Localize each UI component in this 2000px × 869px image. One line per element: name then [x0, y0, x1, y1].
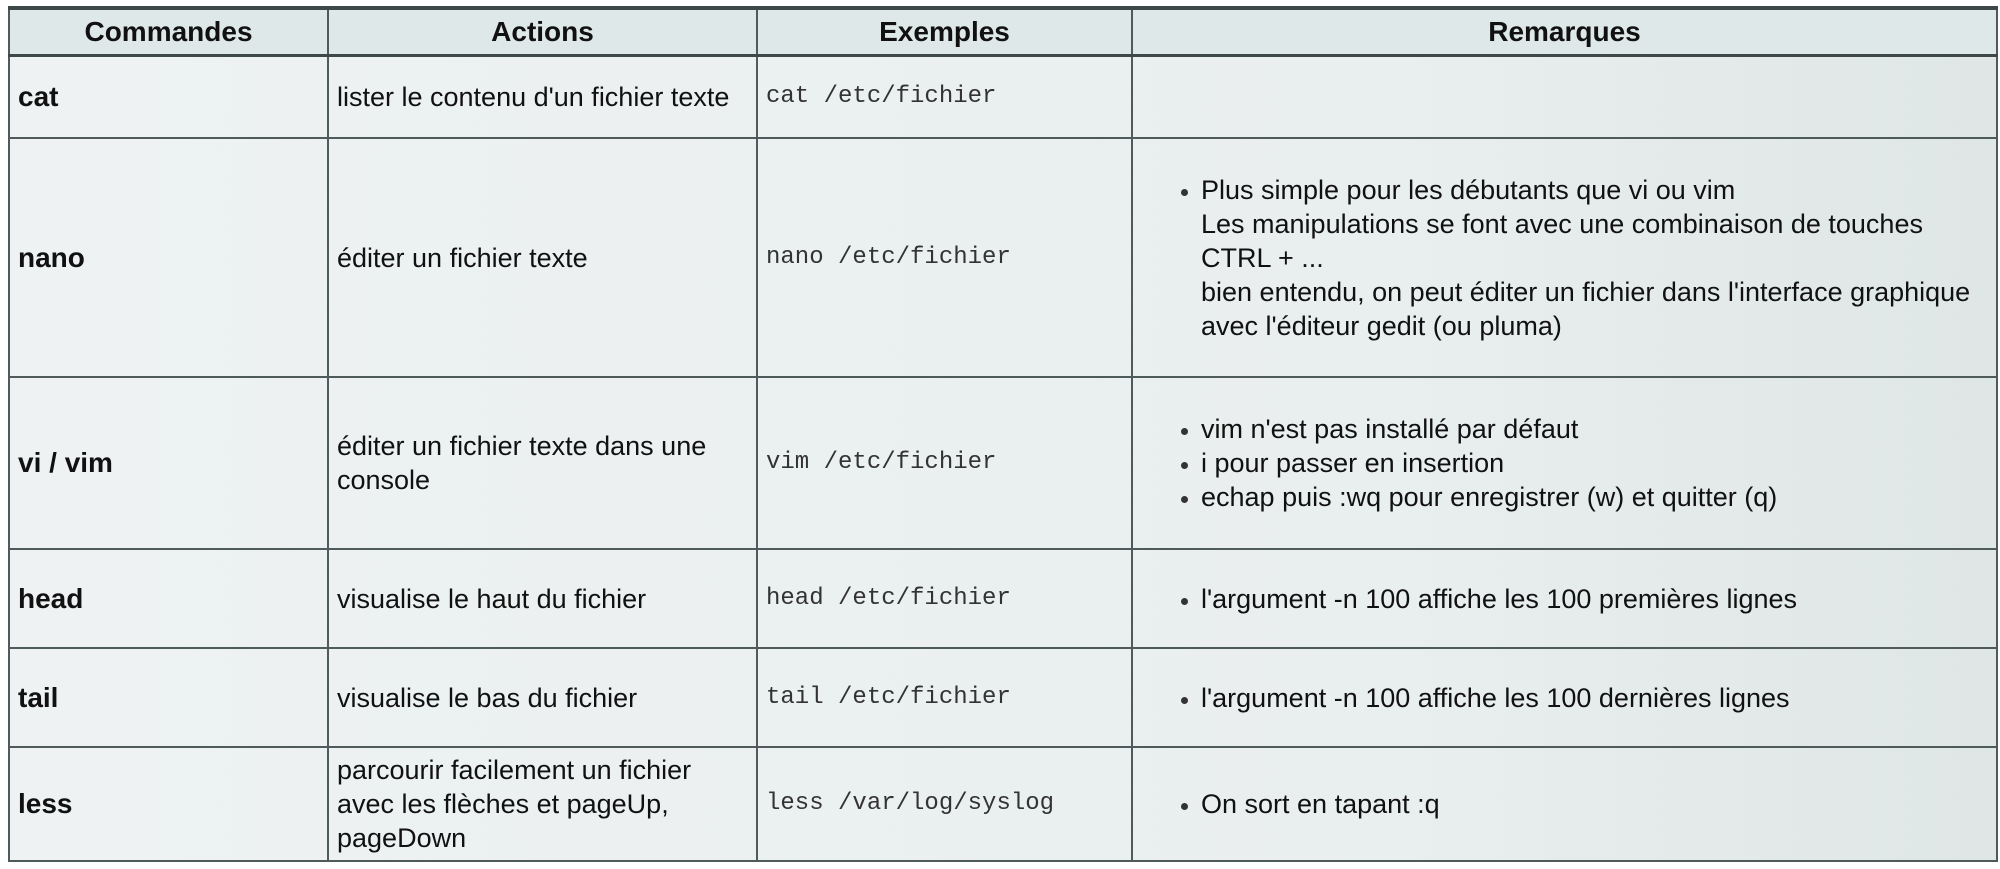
remarks-list	[1141, 173, 1988, 343]
remarks-cell	[1132, 648, 1997, 747]
table-row	[9, 747, 1997, 861]
action-cell: éditer un fichier texte	[328, 138, 757, 377]
header-actions: Actions	[328, 8, 757, 56]
remarks-list	[1141, 582, 1988, 616]
table-header-row	[9, 8, 1997, 56]
header-exemples: Exemples	[757, 8, 1132, 56]
remarks-list	[1141, 681, 1988, 715]
remarks-cell	[1132, 138, 1997, 377]
command-cell: head	[9, 549, 328, 648]
example-cell: nano /etc/fichier	[757, 138, 1132, 377]
action-cell: lister le contenu d'un fichier texte	[328, 56, 757, 139]
example-cell: tail /etc/fichier	[757, 648, 1132, 747]
remark-subline: Les manipulations se font avec une combinaison de touches CTRL + ...	[1201, 208, 1923, 273]
remark-item: • l'argument -n 100 affiche les 100 dernières lignes	[1201, 681, 1988, 715]
remark-text: Plus simple pour les débutants que vi ou vim	[1201, 174, 1736, 205]
remark-item: • On sort en tapant :q	[1201, 787, 1988, 821]
remark-item: • echap puis :wq pour enregistrer (w) et quitter (q)	[1201, 480, 1988, 514]
action-cell: visualise le haut du fichier	[328, 549, 757, 648]
remarks-list	[1141, 787, 1988, 821]
remarks-cell	[1132, 549, 1997, 648]
action-cell: parcourir facilement un fichier avec les flèches et pageUp, pageDown	[328, 747, 757, 861]
table-row	[9, 648, 1997, 747]
example-cell: cat /etc/fichier	[757, 56, 1132, 139]
header-remarques: Remarques	[1132, 8, 1997, 56]
remark-item: • i pour passer en insertion	[1201, 446, 1988, 480]
command-cell: less	[9, 747, 328, 861]
remarks-cell	[1132, 747, 1997, 861]
commands-table	[8, 6, 1998, 862]
remark-item: • vim n'est pas installé par défaut	[1201, 412, 1988, 446]
table-row	[9, 138, 1997, 377]
header-commandes: Commandes	[9, 8, 328, 56]
action-cell: visualise le bas du fichier	[328, 648, 757, 747]
command-cell: vi / vim	[9, 377, 328, 549]
example-cell: vim /etc/fichier	[757, 377, 1132, 549]
remarks-cell	[1132, 377, 1997, 549]
table-row	[9, 549, 1997, 648]
command-cell: nano	[9, 138, 328, 377]
command-cell: tail	[9, 648, 328, 747]
commands-table-container	[8, 6, 1998, 862]
remark-item: • l'argument -n 100 affiche les 100 premières lignes	[1201, 582, 1988, 616]
action-cell: éditer un fichier texte dans une console	[328, 377, 757, 549]
remark-subline: bien entendu, on peut éditer un fichier dans l'interface graphique avec l'éditeur gedit (ou pluma)	[1201, 276, 1971, 341]
table-row	[9, 377, 1997, 549]
command-cell: cat	[9, 56, 328, 139]
example-cell: head /etc/fichier	[757, 549, 1132, 648]
remarks-list	[1141, 412, 1988, 514]
table-row	[9, 56, 1997, 139]
example-cell: less /var/log/syslog	[757, 747, 1132, 861]
remarks-cell	[1132, 56, 1997, 139]
remark-item	[1201, 173, 1988, 343]
